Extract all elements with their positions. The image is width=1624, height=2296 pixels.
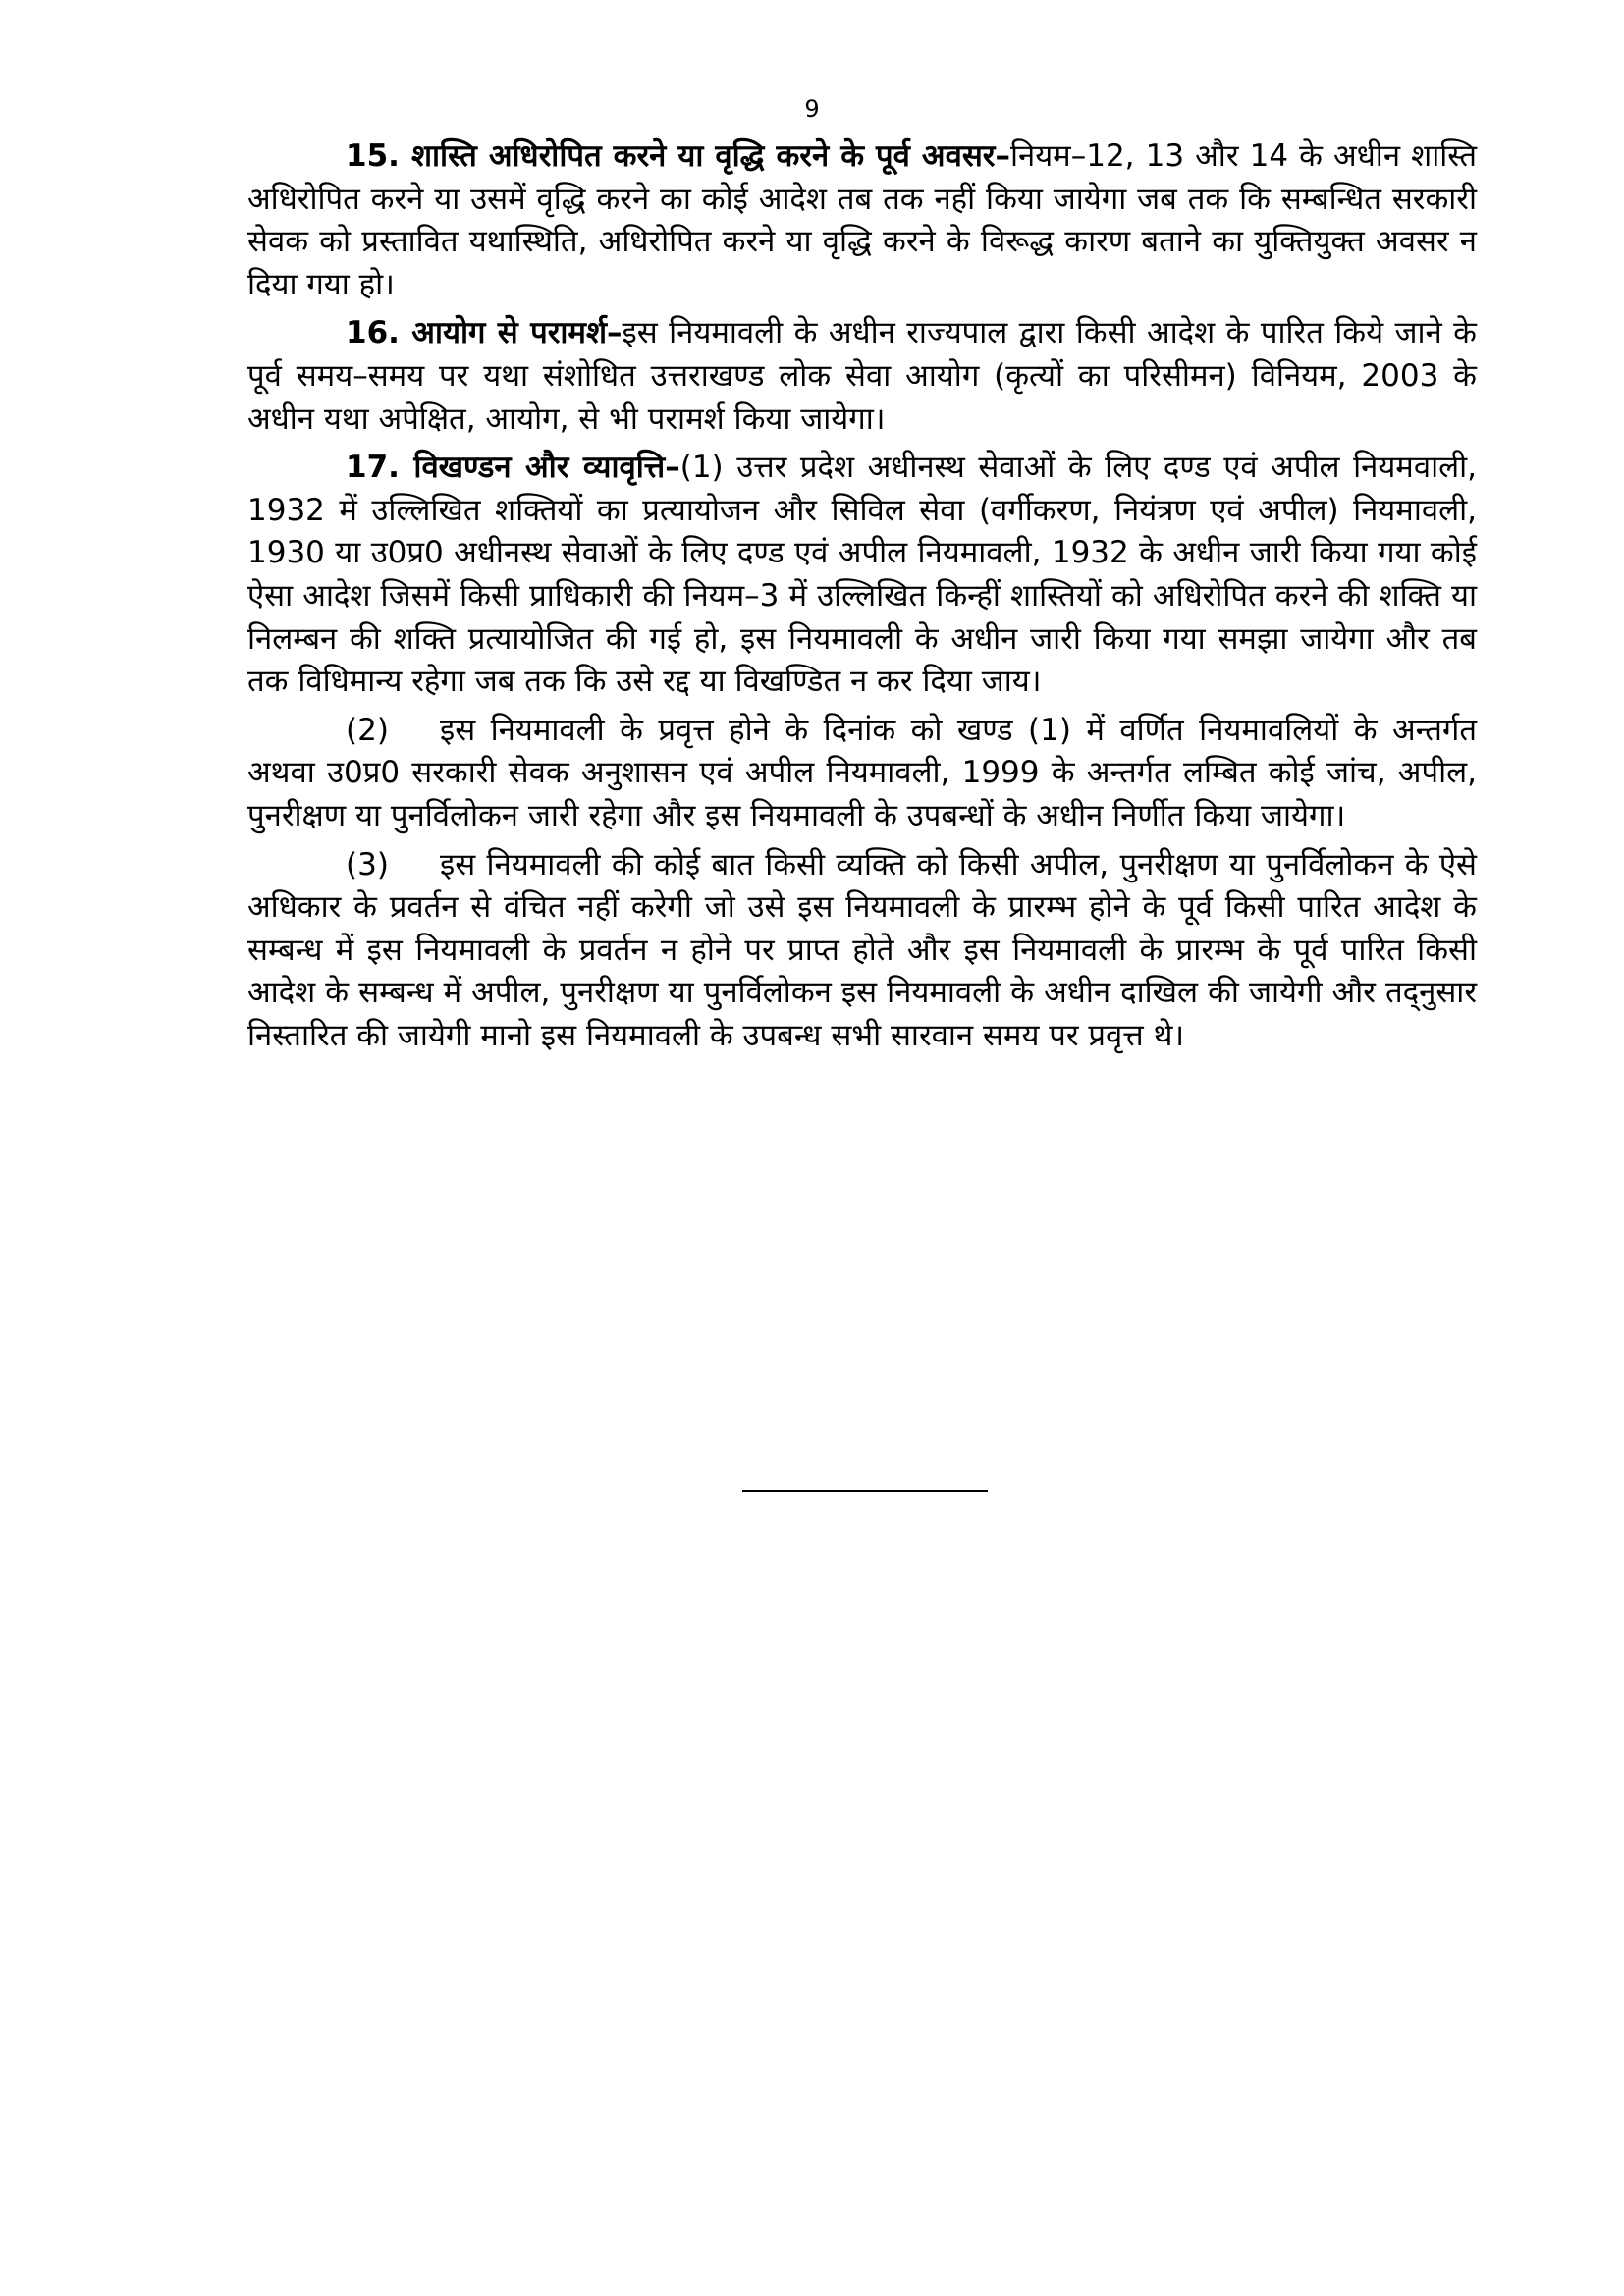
section-15 xyxy=(247,135,1477,306)
section-16 xyxy=(247,312,1477,441)
clause-3-body: इस नियमावली की कोई बात किसी व्यक्ति को किसी अपील, पुनरीक्षण या पुनर्विलोकन के ऐसे अधिकार के प्रवर्तन से वंचित नहीं करेगी जो उसे इस नियमावली के प्रारम्भ होने के पूर्व किसी पारित आदेश के सम्बन्ध में इस नियमावली के प्रवर्तन न होने पर प्राप्त होते और इस नियमावली के प्रारम्भ के पूर्व पारित किसी आदेश के सम्बन्ध में अपील, पुनरीक्षण या पुनर्विलोकन इस नियमावली के अधीन दाखिल की जायेगी और तद्नुसार निस्तारित की जायेगी मानो इस नियमावली के उपबन्ध सभी सारवान समय पर प्रवृत्त थे। xyxy=(247,846,1477,1053)
end-divider xyxy=(742,1490,988,1492)
clause-2-body: इस नियमावली के प्रवृत्त होने के दिनांक को खण्ड (1) में वर्णित नियमावलियों के अन्तर्गत अथवा उ0प्र0 सरकारी सेवक अनुशासन एवं अपील नियमावली, 1999 के अन्तर्गत लम्बित कोई जांच, अपील, पुनरीक्षण या पुनर्विलोकन जारी रहेगा और इस नियमावली के उपबन्धों के अधीन निर्णीत किया जायेगा। xyxy=(247,712,1477,833)
page-number: 9 xyxy=(804,95,820,123)
section-15-body: नियम–12, 13 और 14 के अधीन शास्ति अधिरोपित करने या उसमें वृद्धि करने का कोई आदेश तब तक नहीं किया जायेगा जब तक कि सम्बन्धित सरकारी सेवक को प्रस्तावित यथास्थिति, अधिरोपित करने या वृद्धि करने के विरूद्ध कारण बताने का युक्तियुक्त अवसर न दिया गया हो। xyxy=(247,138,1477,302)
clause-3-number: (3) xyxy=(346,846,389,882)
section-17 xyxy=(247,447,1477,704)
section-15-heading: 15. शास्ति अधिरोपित करने या वृद्धि करने के पूर्व अवसर– xyxy=(346,138,1010,174)
section-17-heading: 17. विखण्डन और व्यावृत्ति– xyxy=(346,450,680,486)
document-body xyxy=(247,135,1477,1063)
clause-2-number: (2) xyxy=(346,712,389,748)
section-17-body: (1) उत्तर प्रदेश अधीनस्थ सेवाओं के लिए दण्ड एवं अपील नियमवाली, 1932 में उल्लिखित शक्तियों का प्रत्यायोजन और सिविल सेवा (वर्गीकरण, नियंत्रण एवं अपील) नियमावली, 1930 या उ0प्र0 अधीनस्थ सेवाओं के लिए दण्ड एवं अपील नियमावली, 1932 के अधीन जारी किया गया कोई ऐसा आदेश जिसमें किसी प्राधिकारी की नियम–3 में उल्लिखित किन्हीं शास्तियों को अधिरोपित करने की शक्ति या निलम्बन की शक्ति प्रत्यायोजित की गई हो, इस नियमावली के अधीन जारी किया गया समझा जायेगा और तब तक विधिमान्य रहेगा जब तक कि उसे रद्द या विखण्डित न कर दिया जाय। xyxy=(247,450,1477,700)
section-16-heading: 16. आयोग से परामर्श– xyxy=(346,315,623,351)
section-17-clause-2 xyxy=(247,710,1477,838)
section-17-clause-3 xyxy=(247,844,1477,1058)
section-16-body: इस नियमावली के अधीन राज्यपाल द्वारा किसी आदेश के पारित किये जाने के पूर्व समय–समय पर यथा संशोधित उत्तराखण्ड लोक सेवा आयोग (कृत्यों का परिसीमन) विनियम, 2003 के अधीन यथा अपेक्षित, आयोग, से भी परामर्श किया जायेगा। xyxy=(247,315,1477,437)
